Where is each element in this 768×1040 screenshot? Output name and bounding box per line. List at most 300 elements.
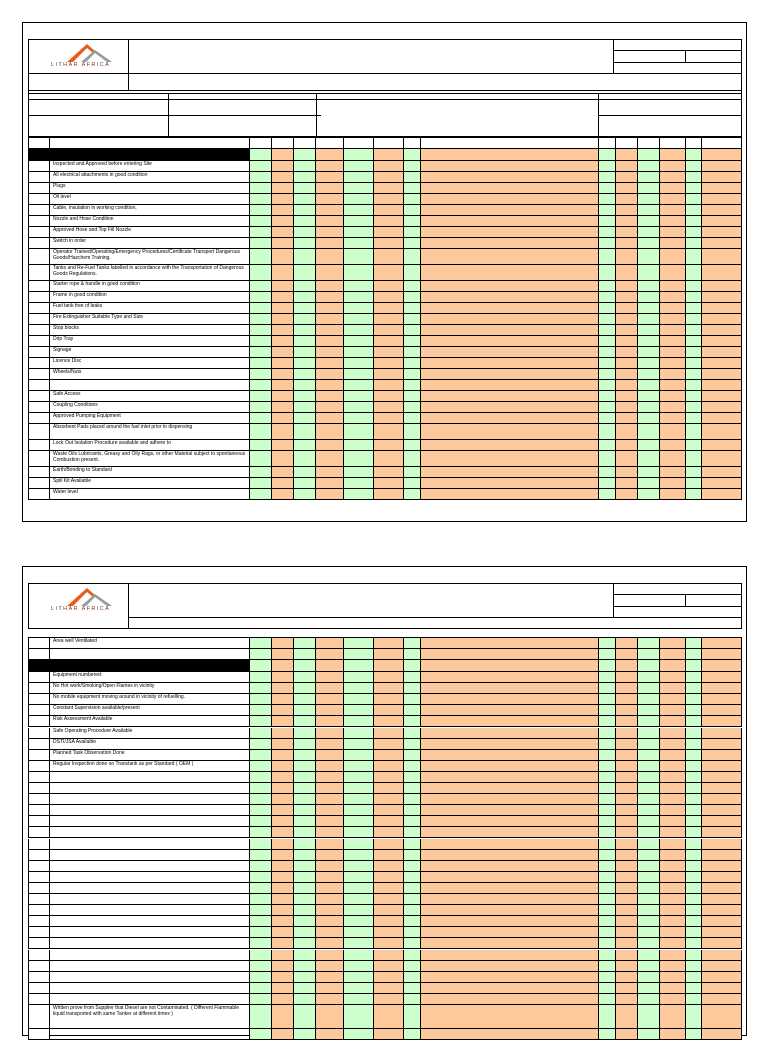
check-cell[interactable] bbox=[686, 728, 702, 738]
check-cell[interactable] bbox=[686, 649, 702, 659]
check-cell[interactable] bbox=[599, 683, 616, 693]
check-cell[interactable] bbox=[272, 1029, 294, 1039]
check-cell[interactable] bbox=[294, 303, 316, 313]
check-cell[interactable] bbox=[660, 839, 686, 849]
check-cell[interactable] bbox=[599, 983, 616, 993]
check-cell[interactable] bbox=[702, 816, 742, 826]
check-cell[interactable] bbox=[316, 827, 344, 837]
check-cell[interactable] bbox=[272, 683, 294, 693]
check-cell[interactable] bbox=[421, 716, 599, 726]
check-cell[interactable] bbox=[404, 205, 421, 215]
check-cell[interactable] bbox=[616, 972, 638, 982]
check-cell[interactable] bbox=[660, 927, 686, 937]
check-cell[interactable] bbox=[374, 983, 404, 993]
check-cell[interactable] bbox=[294, 839, 316, 849]
check-cell[interactable] bbox=[272, 1005, 294, 1028]
check-cell[interactable] bbox=[374, 227, 404, 237]
check-cell[interactable] bbox=[294, 205, 316, 215]
check-cell[interactable] bbox=[686, 850, 702, 860]
check-cell[interactable] bbox=[660, 772, 686, 782]
check-cell[interactable] bbox=[344, 358, 374, 368]
check-cell[interactable] bbox=[686, 1005, 702, 1028]
check-cell[interactable] bbox=[250, 489, 272, 499]
check-cell[interactable] bbox=[404, 694, 421, 704]
check-cell[interactable] bbox=[404, 172, 421, 182]
check-cell[interactable] bbox=[638, 861, 660, 871]
check-cell[interactable] bbox=[421, 972, 599, 982]
check-cell[interactable] bbox=[272, 994, 294, 1004]
check-cell[interactable] bbox=[344, 336, 374, 346]
check-cell[interactable] bbox=[374, 391, 404, 401]
check-cell[interactable] bbox=[702, 972, 742, 982]
check-cell[interactable] bbox=[638, 872, 660, 882]
check-cell[interactable] bbox=[660, 314, 686, 324]
check-cell[interactable] bbox=[638, 402, 660, 412]
check-cell[interactable] bbox=[404, 478, 421, 488]
check-cell[interactable] bbox=[374, 883, 404, 893]
check-cell[interactable] bbox=[686, 424, 702, 439]
check-cell[interactable] bbox=[599, 772, 616, 782]
check-cell[interactable] bbox=[421, 839, 599, 849]
check-cell[interactable] bbox=[616, 314, 638, 324]
check-cell[interactable] bbox=[404, 872, 421, 882]
check-cell[interactable] bbox=[616, 292, 638, 302]
check-cell[interactable] bbox=[616, 938, 638, 948]
check-cell[interactable] bbox=[702, 336, 742, 346]
check-cell[interactable] bbox=[686, 772, 702, 782]
check-cell[interactable] bbox=[374, 938, 404, 948]
check-cell[interactable] bbox=[294, 194, 316, 204]
check-cell[interactable] bbox=[616, 716, 638, 726]
check-cell[interactable] bbox=[686, 467, 702, 477]
check-cell[interactable] bbox=[616, 750, 638, 760]
check-cell[interactable] bbox=[316, 938, 344, 948]
check-cell[interactable] bbox=[294, 380, 316, 390]
check-cell[interactable] bbox=[421, 161, 599, 171]
check-cell[interactable] bbox=[316, 772, 344, 782]
check-cell[interactable] bbox=[316, 467, 344, 477]
check-cell[interactable] bbox=[344, 839, 374, 849]
check-cell[interactable] bbox=[374, 413, 404, 423]
check-cell[interactable] bbox=[421, 672, 599, 682]
check-cell[interactable] bbox=[660, 265, 686, 280]
check-cell[interactable] bbox=[599, 172, 616, 182]
check-cell[interactable] bbox=[316, 325, 344, 335]
check-cell[interactable] bbox=[702, 683, 742, 693]
check-cell[interactable] bbox=[660, 249, 686, 264]
check-cell[interactable] bbox=[702, 216, 742, 226]
check-cell[interactable] bbox=[250, 216, 272, 226]
check-cell[interactable] bbox=[250, 205, 272, 215]
check-cell[interactable] bbox=[638, 205, 660, 215]
check-cell[interactable] bbox=[294, 424, 316, 439]
check-cell[interactable] bbox=[404, 336, 421, 346]
check-cell[interactable] bbox=[404, 161, 421, 171]
check-cell[interactable] bbox=[374, 292, 404, 302]
check-cell[interactable] bbox=[250, 961, 272, 971]
check-cell[interactable] bbox=[638, 994, 660, 1004]
check-cell[interactable] bbox=[272, 336, 294, 346]
check-cell[interactable] bbox=[344, 227, 374, 237]
check-cell[interactable] bbox=[316, 249, 344, 264]
check-cell[interactable] bbox=[374, 872, 404, 882]
check-cell[interactable] bbox=[599, 728, 616, 738]
check-cell[interactable] bbox=[702, 649, 742, 659]
check-cell[interactable] bbox=[686, 794, 702, 804]
check-cell[interactable] bbox=[374, 489, 404, 499]
check-cell[interactable] bbox=[421, 916, 599, 926]
check-cell[interactable] bbox=[374, 451, 404, 466]
check-cell[interactable] bbox=[616, 205, 638, 215]
check-cell[interactable] bbox=[599, 805, 616, 815]
check-cell[interactable] bbox=[294, 872, 316, 882]
check-cell[interactable] bbox=[294, 1005, 316, 1028]
check-cell[interactable] bbox=[421, 794, 599, 804]
check-cell[interactable] bbox=[404, 358, 421, 368]
check-cell[interactable] bbox=[374, 994, 404, 1004]
check-cell[interactable] bbox=[421, 739, 599, 749]
check-cell[interactable] bbox=[599, 827, 616, 837]
check-cell[interactable] bbox=[404, 772, 421, 782]
check-cell[interactable] bbox=[344, 172, 374, 182]
check-cell[interactable] bbox=[250, 816, 272, 826]
check-cell[interactable] bbox=[404, 649, 421, 659]
check-cell[interactable] bbox=[660, 983, 686, 993]
check-cell[interactable] bbox=[638, 325, 660, 335]
check-cell[interactable] bbox=[702, 238, 742, 248]
check-cell[interactable] bbox=[638, 705, 660, 715]
check-cell[interactable] bbox=[660, 205, 686, 215]
check-cell[interactable] bbox=[616, 391, 638, 401]
check-cell[interactable] bbox=[638, 716, 660, 726]
check-cell[interactable] bbox=[374, 683, 404, 693]
check-cell[interactable] bbox=[374, 467, 404, 477]
check-cell[interactable] bbox=[250, 1005, 272, 1028]
check-cell[interactable] bbox=[638, 739, 660, 749]
check-cell[interactable] bbox=[294, 961, 316, 971]
check-cell[interactable] bbox=[272, 216, 294, 226]
check-cell[interactable] bbox=[616, 961, 638, 971]
check-cell[interactable] bbox=[344, 894, 374, 904]
check-cell[interactable] bbox=[421, 638, 599, 648]
check-cell[interactable] bbox=[316, 761, 344, 771]
check-cell[interactable] bbox=[686, 489, 702, 499]
check-cell[interactable] bbox=[638, 950, 660, 960]
check-cell[interactable] bbox=[294, 683, 316, 693]
check-cell[interactable] bbox=[344, 424, 374, 439]
check-cell[interactable] bbox=[616, 994, 638, 1004]
check-cell[interactable] bbox=[404, 794, 421, 804]
check-cell[interactable] bbox=[638, 672, 660, 682]
check-cell[interactable] bbox=[638, 794, 660, 804]
check-cell[interactable] bbox=[599, 413, 616, 423]
check-cell[interactable] bbox=[344, 961, 374, 971]
check-cell[interactable] bbox=[686, 292, 702, 302]
check-cell[interactable] bbox=[421, 761, 599, 771]
check-cell[interactable] bbox=[421, 478, 599, 488]
check-cell[interactable] bbox=[404, 905, 421, 915]
check-cell[interactable] bbox=[344, 402, 374, 412]
check-cell[interactable] bbox=[616, 950, 638, 960]
check-cell[interactable] bbox=[702, 827, 742, 837]
check-cell[interactable] bbox=[421, 783, 599, 793]
check-cell[interactable] bbox=[638, 358, 660, 368]
check-cell[interactable] bbox=[660, 1029, 686, 1039]
check-cell[interactable] bbox=[404, 783, 421, 793]
check-cell[interactable] bbox=[344, 850, 374, 860]
check-cell[interactable] bbox=[660, 728, 686, 738]
check-cell[interactable] bbox=[686, 380, 702, 390]
check-cell[interactable] bbox=[686, 883, 702, 893]
check-cell[interactable] bbox=[316, 265, 344, 280]
check-cell[interactable] bbox=[702, 750, 742, 760]
check-cell[interactable] bbox=[702, 467, 742, 477]
check-cell[interactable] bbox=[374, 950, 404, 960]
check-cell[interactable] bbox=[686, 872, 702, 882]
check-cell[interactable] bbox=[638, 694, 660, 704]
check-cell[interactable] bbox=[316, 292, 344, 302]
check-cell[interactable] bbox=[616, 451, 638, 466]
check-cell[interactable] bbox=[344, 794, 374, 804]
check-cell[interactable] bbox=[638, 172, 660, 182]
check-cell[interactable] bbox=[272, 424, 294, 439]
check-cell[interactable] bbox=[294, 249, 316, 264]
check-cell[interactable] bbox=[599, 861, 616, 871]
check-cell[interactable] bbox=[316, 638, 344, 648]
check-cell[interactable] bbox=[316, 1005, 344, 1028]
check-cell[interactable] bbox=[374, 905, 404, 915]
check-cell[interactable] bbox=[344, 183, 374, 193]
check-cell[interactable] bbox=[316, 972, 344, 982]
check-cell[interactable] bbox=[702, 994, 742, 1004]
check-cell[interactable] bbox=[421, 938, 599, 948]
check-cell[interactable] bbox=[250, 805, 272, 815]
check-cell[interactable] bbox=[599, 850, 616, 860]
check-cell[interactable] bbox=[599, 783, 616, 793]
check-cell[interactable] bbox=[638, 1005, 660, 1028]
check-cell[interactable] bbox=[294, 850, 316, 860]
check-cell[interactable] bbox=[599, 467, 616, 477]
check-cell[interactable] bbox=[702, 265, 742, 280]
check-cell[interactable] bbox=[404, 347, 421, 357]
check-cell[interactable] bbox=[638, 905, 660, 915]
check-cell[interactable] bbox=[344, 938, 374, 948]
check-cell[interactable] bbox=[421, 249, 599, 264]
check-cell[interactable] bbox=[702, 194, 742, 204]
check-cell[interactable] bbox=[250, 380, 272, 390]
check-cell[interactable] bbox=[404, 194, 421, 204]
check-cell[interactable] bbox=[616, 772, 638, 782]
check-cell[interactable] bbox=[599, 358, 616, 368]
check-cell[interactable] bbox=[616, 705, 638, 715]
check-cell[interactable] bbox=[599, 872, 616, 882]
check-cell[interactable] bbox=[344, 413, 374, 423]
check-cell[interactable] bbox=[250, 358, 272, 368]
check-cell[interactable] bbox=[374, 850, 404, 860]
check-cell[interactable] bbox=[374, 672, 404, 682]
check-cell[interactable] bbox=[686, 739, 702, 749]
check-cell[interactable] bbox=[599, 883, 616, 893]
check-cell[interactable] bbox=[660, 850, 686, 860]
check-cell[interactable] bbox=[316, 872, 344, 882]
check-cell[interactable] bbox=[702, 705, 742, 715]
check-cell[interactable] bbox=[344, 325, 374, 335]
check-cell[interactable] bbox=[686, 205, 702, 215]
check-cell[interactable] bbox=[702, 325, 742, 335]
check-cell[interactable] bbox=[374, 161, 404, 171]
check-cell[interactable] bbox=[660, 872, 686, 882]
check-cell[interactable] bbox=[344, 739, 374, 749]
check-cell[interactable] bbox=[702, 850, 742, 860]
check-cell[interactable] bbox=[686, 391, 702, 401]
check-cell[interactable] bbox=[250, 649, 272, 659]
check-cell[interactable] bbox=[702, 281, 742, 291]
check-cell[interactable] bbox=[294, 672, 316, 682]
check-cell[interactable] bbox=[616, 358, 638, 368]
check-cell[interactable] bbox=[250, 281, 272, 291]
check-cell[interactable] bbox=[421, 772, 599, 782]
check-cell[interactable] bbox=[421, 205, 599, 215]
check-cell[interactable] bbox=[686, 1029, 702, 1039]
check-cell[interactable] bbox=[294, 861, 316, 871]
check-cell[interactable] bbox=[638, 938, 660, 948]
check-cell[interactable] bbox=[374, 694, 404, 704]
check-cell[interactable] bbox=[404, 938, 421, 948]
check-cell[interactable] bbox=[344, 905, 374, 915]
check-cell[interactable] bbox=[294, 413, 316, 423]
check-cell[interactable] bbox=[660, 883, 686, 893]
check-cell[interactable] bbox=[638, 772, 660, 782]
check-cell[interactable] bbox=[316, 440, 344, 450]
check-cell[interactable] bbox=[316, 739, 344, 749]
check-cell[interactable] bbox=[272, 972, 294, 982]
check-cell[interactable] bbox=[702, 905, 742, 915]
check-cell[interactable] bbox=[599, 265, 616, 280]
check-cell[interactable] bbox=[404, 1005, 421, 1028]
check-cell[interactable] bbox=[316, 424, 344, 439]
check-cell[interactable] bbox=[344, 303, 374, 313]
check-cell[interactable] bbox=[404, 861, 421, 871]
check-cell[interactable] bbox=[404, 1029, 421, 1039]
check-cell[interactable] bbox=[421, 983, 599, 993]
check-cell[interactable] bbox=[294, 1029, 316, 1039]
check-cell[interactable] bbox=[660, 705, 686, 715]
check-cell[interactable] bbox=[272, 938, 294, 948]
check-cell[interactable] bbox=[250, 716, 272, 726]
check-cell[interactable] bbox=[686, 325, 702, 335]
check-cell[interactable] bbox=[686, 983, 702, 993]
check-cell[interactable] bbox=[660, 694, 686, 704]
check-cell[interactable] bbox=[344, 161, 374, 171]
check-cell[interactable] bbox=[421, 172, 599, 182]
check-cell[interactable] bbox=[616, 739, 638, 749]
check-cell[interactable] bbox=[686, 183, 702, 193]
check-cell[interactable] bbox=[702, 672, 742, 682]
check-cell[interactable] bbox=[404, 314, 421, 324]
check-cell[interactable] bbox=[660, 281, 686, 291]
check-cell[interactable] bbox=[599, 238, 616, 248]
check-cell[interactable] bbox=[421, 883, 599, 893]
check-cell[interactable] bbox=[599, 961, 616, 971]
check-cell[interactable] bbox=[599, 905, 616, 915]
check-cell[interactable] bbox=[272, 314, 294, 324]
check-cell[interactable] bbox=[638, 805, 660, 815]
check-cell[interactable] bbox=[294, 816, 316, 826]
check-cell[interactable] bbox=[344, 451, 374, 466]
check-cell[interactable] bbox=[404, 265, 421, 280]
check-cell[interactable] bbox=[250, 894, 272, 904]
check-cell[interactable] bbox=[421, 238, 599, 248]
check-cell[interactable] bbox=[616, 380, 638, 390]
check-cell[interactable] bbox=[616, 424, 638, 439]
check-cell[interactable] bbox=[638, 683, 660, 693]
check-cell[interactable] bbox=[421, 292, 599, 302]
check-cell[interactable] bbox=[616, 1005, 638, 1028]
check-cell[interactable] bbox=[599, 994, 616, 1004]
check-cell[interactable] bbox=[660, 440, 686, 450]
check-cell[interactable] bbox=[250, 772, 272, 782]
check-cell[interactable] bbox=[421, 369, 599, 379]
check-cell[interactable] bbox=[404, 927, 421, 937]
check-cell[interactable] bbox=[421, 265, 599, 280]
check-cell[interactable] bbox=[616, 161, 638, 171]
check-cell[interactable] bbox=[250, 683, 272, 693]
check-cell[interactable] bbox=[272, 183, 294, 193]
check-cell[interactable] bbox=[599, 489, 616, 499]
check-cell[interactable] bbox=[616, 649, 638, 659]
check-cell[interactable] bbox=[616, 249, 638, 264]
check-cell[interactable] bbox=[316, 194, 344, 204]
check-cell[interactable] bbox=[686, 303, 702, 313]
check-cell[interactable] bbox=[599, 347, 616, 357]
check-cell[interactable] bbox=[702, 872, 742, 882]
check-cell[interactable] bbox=[250, 672, 272, 682]
check-cell[interactable] bbox=[272, 325, 294, 335]
check-cell[interactable] bbox=[660, 391, 686, 401]
check-cell[interactable] bbox=[421, 861, 599, 871]
check-cell[interactable] bbox=[616, 894, 638, 904]
check-cell[interactable] bbox=[272, 816, 294, 826]
check-cell[interactable] bbox=[404, 227, 421, 237]
check-cell[interactable] bbox=[660, 638, 686, 648]
check-cell[interactable] bbox=[250, 347, 272, 357]
check-cell[interactable] bbox=[686, 194, 702, 204]
check-cell[interactable] bbox=[344, 950, 374, 960]
check-cell[interactable] bbox=[616, 369, 638, 379]
check-cell[interactable] bbox=[599, 839, 616, 849]
check-cell[interactable] bbox=[344, 750, 374, 760]
check-cell[interactable] bbox=[344, 872, 374, 882]
check-cell[interactable] bbox=[374, 638, 404, 648]
check-cell[interactable] bbox=[686, 694, 702, 704]
check-cell[interactable] bbox=[294, 805, 316, 815]
check-cell[interactable] bbox=[421, 347, 599, 357]
check-cell[interactable] bbox=[660, 761, 686, 771]
check-cell[interactable] bbox=[660, 827, 686, 837]
check-cell[interactable] bbox=[272, 380, 294, 390]
check-cell[interactable] bbox=[344, 1029, 374, 1039]
check-cell[interactable] bbox=[404, 183, 421, 193]
check-cell[interactable] bbox=[272, 649, 294, 659]
check-cell[interactable] bbox=[344, 249, 374, 264]
check-cell[interactable] bbox=[294, 478, 316, 488]
check-cell[interactable] bbox=[316, 183, 344, 193]
check-cell[interactable] bbox=[702, 161, 742, 171]
check-cell[interactable] bbox=[316, 805, 344, 815]
check-cell[interactable] bbox=[599, 402, 616, 412]
check-cell[interactable] bbox=[250, 440, 272, 450]
check-cell[interactable] bbox=[374, 238, 404, 248]
